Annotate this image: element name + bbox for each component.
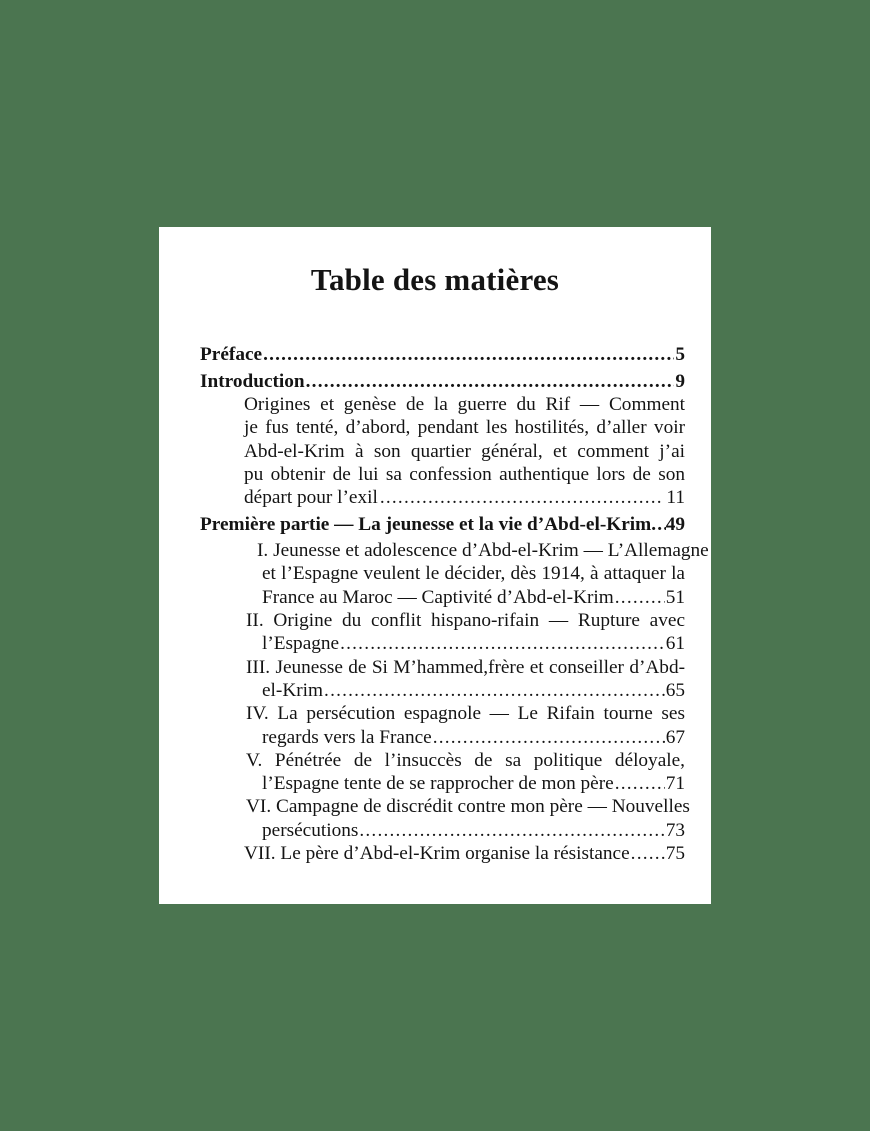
- toc-page-number: 9: [675, 370, 685, 392]
- toc-text-line: pu obtenir de lui sa confession authentique lors de son: [244, 463, 685, 485]
- dot-leader: [359, 819, 664, 842]
- toc-text-line-last: [244, 486, 685, 509]
- page-title: Table des matières: [310, 262, 560, 297]
- toc-text-line-last: [262, 632, 685, 655]
- chapter-numeral: I.: [257, 540, 269, 562]
- toc-text-line: Abd-el-Krim à son quartier général, et comment j’ai: [244, 440, 685, 462]
- toc-chapter-5[interactable]: [200, 749, 685, 796]
- toc-page-number: 67: [665, 726, 685, 748]
- dot-leader: [433, 726, 665, 749]
- toc-entry-label: persécutions: [262, 819, 359, 841]
- toc-text-line-last: [262, 819, 685, 842]
- toc-entry-label: départ pour l’exil: [244, 487, 378, 509]
- toc-text: La persécution espagnole — Le Rifain tourne ses: [277, 703, 685, 725]
- toc-entry-label: Première partie — La jeunesse et la vie d’Abd-el-Krim: [200, 513, 652, 535]
- toc-entry-introduction[interactable]: [200, 370, 685, 393]
- toc-page-number: 71: [665, 773, 685, 795]
- chapter-numeral: III.: [246, 656, 271, 678]
- toc-text-line: et l’Espagne veulent le décider, dès 1914, à attaquer la: [262, 563, 685, 585]
- toc-entry-label: Introduction: [200, 370, 305, 392]
- toc-text-line: je fus tenté, d’abord, pendant les hostilités, d’aller voir: [244, 417, 685, 439]
- toc-text-line: [246, 609, 685, 632]
- toc-page-number: 5: [675, 344, 685, 365]
- toc-page-number: 61: [665, 633, 685, 655]
- dot-leader: [263, 343, 674, 366]
- toc-entry-label: Préface: [200, 344, 263, 365]
- dot-leader: [651, 513, 666, 536]
- toc-chapter-2[interactable]: [200, 609, 685, 656]
- chapter-numeral: VII.: [244, 843, 276, 865]
- toc-text-line-last: [262, 726, 685, 749]
- chapter-numeral: IV.: [246, 703, 269, 725]
- toc-text-line: [246, 656, 685, 679]
- toc-page-number: 11: [666, 487, 685, 509]
- dot-leader: [615, 772, 665, 795]
- toc-entry-label: Le père d’Abd-el-Krim organise la résistance: [280, 843, 630, 865]
- toc-chapter-1[interactable]: [200, 539, 709, 609]
- toc-text-line-last: [262, 586, 685, 609]
- toc-text-line: [246, 795, 690, 818]
- table-of-contents: [200, 343, 709, 865]
- toc-text-line-last: [262, 679, 685, 702]
- dot-leader: [340, 632, 665, 655]
- chapter-list: [200, 539, 709, 865]
- toc-entry-label: France au Maroc — Captivité d’Abd-el-Krim: [262, 586, 614, 608]
- toc-chapter-6[interactable]: [200, 795, 690, 842]
- toc-text: Campagne de discrédit contre mon père — Nouvelles: [276, 796, 690, 818]
- chapter-numeral: II.: [246, 610, 264, 632]
- toc-text-line: [257, 539, 709, 562]
- toc-chapter-7[interactable]: [200, 842, 685, 865]
- toc-page-number: 51: [665, 586, 685, 608]
- toc-text: Jeunesse et adolescence d’Abd-el-Krim — L’Allemagne: [273, 540, 709, 562]
- dot-leader: [324, 679, 665, 702]
- toc-text: Pénétrée de l’insuccès de sa politique déloyale,: [274, 749, 685, 771]
- toc-text-line-last: [262, 772, 685, 795]
- toc-entry-label: l’Espagne: [262, 633, 340, 655]
- dot-leader: [631, 842, 665, 865]
- toc-text: Origine du conflit hispano-rifain — Rupture avec: [273, 610, 685, 632]
- toc-page-number: 75: [665, 843, 685, 865]
- toc-text: Jeunesse de Si M’hammed,frère et conseiller d’Abd-: [275, 656, 686, 678]
- toc-text-line-last: [244, 842, 685, 865]
- dot-leader: [615, 586, 665, 609]
- dot-leader: [380, 486, 665, 509]
- toc-entry-label: el-Krim: [262, 679, 324, 701]
- toc-text-line: [246, 749, 685, 772]
- toc-chapter-3[interactable]: [200, 656, 685, 703]
- toc-entry-part-1[interactable]: [200, 513, 685, 536]
- toc-page-number: 65: [665, 679, 685, 701]
- toc-entry-label: regards vers la France: [262, 726, 432, 748]
- toc-page-number: 73: [665, 819, 685, 841]
- chapter-numeral: V.: [246, 749, 263, 771]
- toc-text-line: Origines et genèse de la guerre du Rif — Comment: [244, 393, 685, 415]
- toc-text-line: [246, 702, 685, 725]
- toc-chapter-4[interactable]: [200, 702, 685, 749]
- chapter-numeral: VI.: [246, 796, 272, 818]
- toc-page-number: 49: [665, 513, 685, 535]
- toc-entry-preface[interactable]: [200, 343, 685, 366]
- toc-entry-label: l’Espagne tente de se rapprocher de mon père: [262, 773, 614, 795]
- toc-entry-introduction-origines[interactable]: [200, 393, 685, 509]
- dot-leader: [306, 370, 675, 393]
